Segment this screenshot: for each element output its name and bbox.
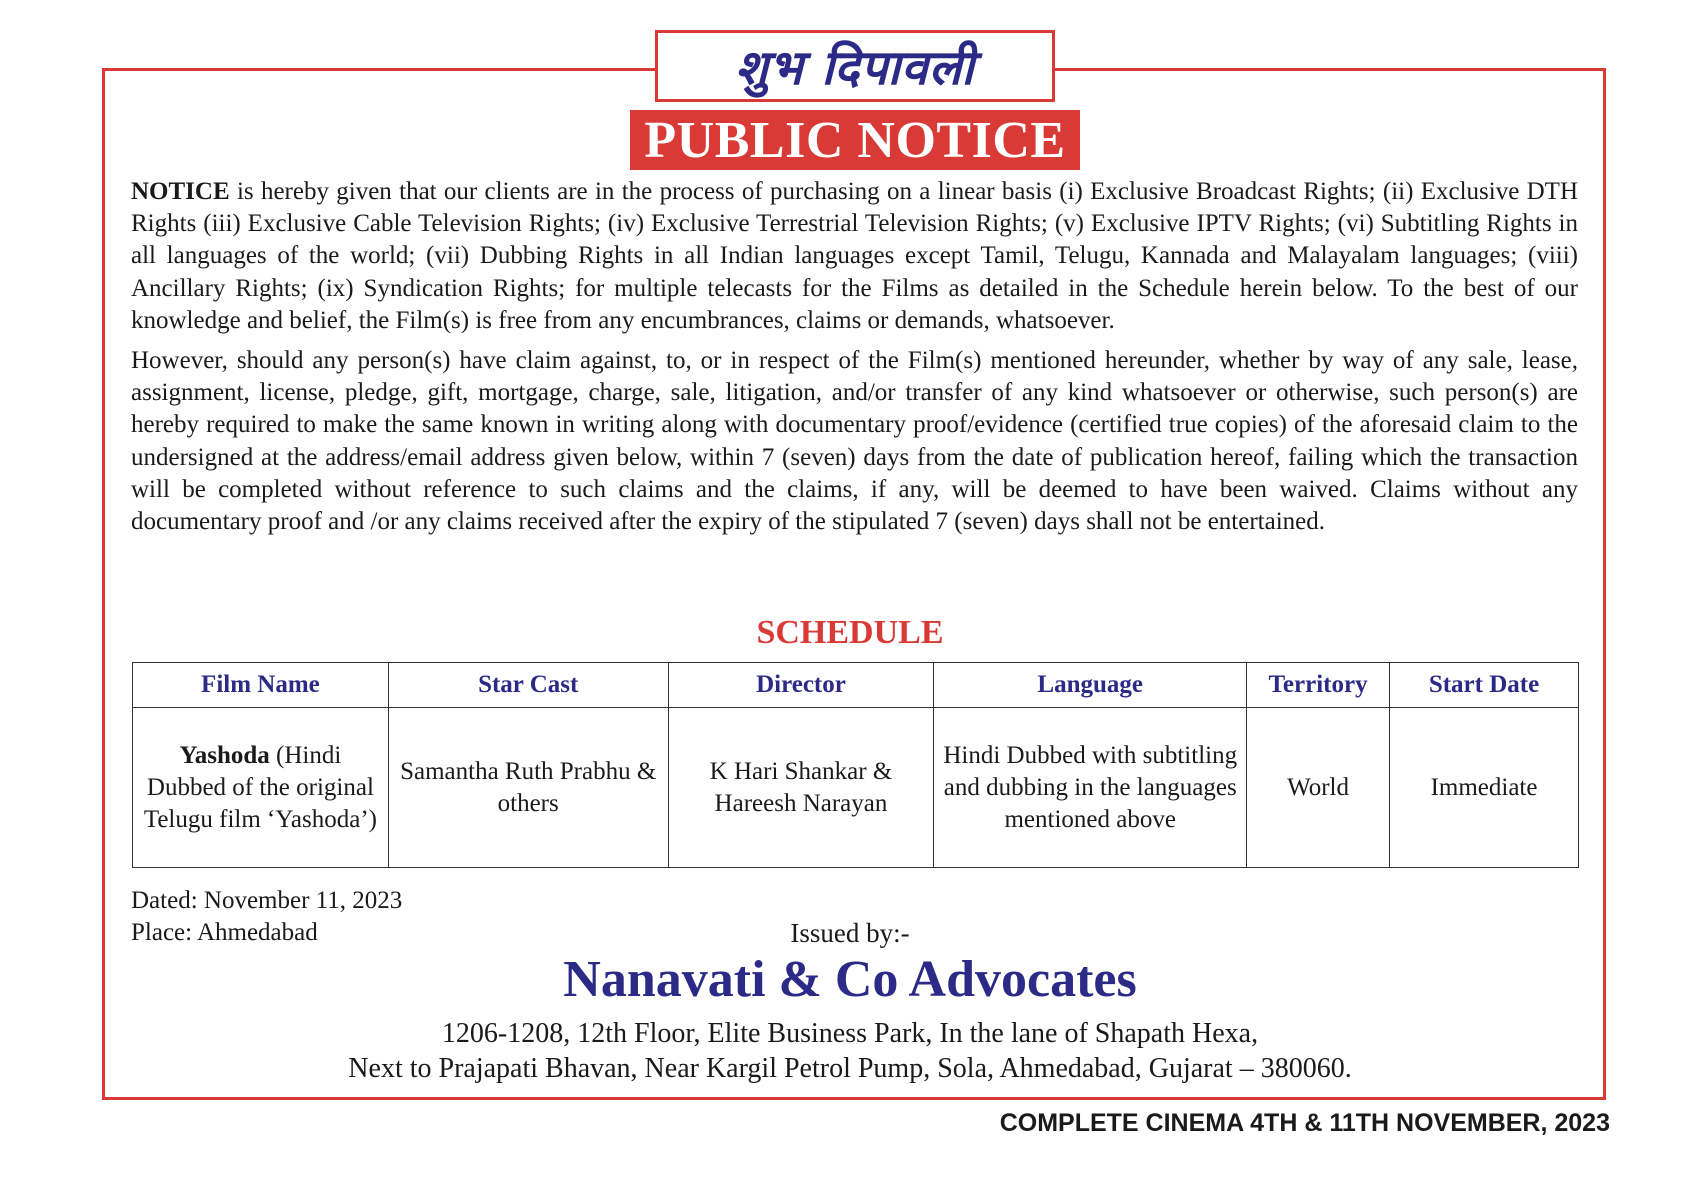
schedule-table <box>132 662 1579 868</box>
column-header: Star Cast <box>388 663 668 708</box>
director-cell: K Hari Shankar & Hareesh Narayan <box>668 708 934 868</box>
star-cast-cell: Samantha Ruth Prabhu & others <box>388 708 668 868</box>
territory-cell: World <box>1247 708 1390 868</box>
issued-by-label: Issued by:- <box>790 918 910 948</box>
place-line: Place: Ahmedabad <box>131 919 318 946</box>
notice-lead-word: NOTICE <box>131 178 230 205</box>
column-header: Territory <box>1247 663 1390 708</box>
notice-paragraph-1-text: is hereby given that our clients are in the process of purchasing on a linear basis (i) Exclusive Broadcast Rights; (ii) Exclusive DTH Rights (iii) Exclusive Cable Television Rights; (iv) Exclusive Terrestrial Television Rights; (v) Exclusive IPTV Rights; (vi) Subtitling Rights in all languages of the world; (vii) Dubbing Rights in all Indian languages except Tamil, Telugu, Kannada and Malayalam languages; (viii) Ancillary Rights; (ix) Syndication Rights; for multiple telecasts for the Films as detailed in the Schedule herein below. To the best of our knowledge and belief, the Film(s) is free from any encumbrances, claims or demands, whatsoever. <box>131 178 1578 334</box>
column-header: Film Name <box>133 663 389 708</box>
publication-footer: COMPLETE CINEMA 4TH & 11TH NOVEMBER, 2023 <box>999 1109 1610 1137</box>
address-line-2: Next to Prajapati Bhavan, Near Kargil Petrol Pump, Sola, Ahmedabad, Gujarat – 380060. <box>348 1053 1352 1084</box>
start-date-cell: Immediate <box>1390 708 1579 868</box>
column-header: Director <box>668 663 934 708</box>
schedule-title: SCHEDULE <box>756 614 944 651</box>
firm-name: Nanavati & Co Advocates <box>563 951 1137 1008</box>
language-cell: Hindi Dubbed with subtitling and dubbing in the languages mentioned above <box>934 708 1247 868</box>
table-row <box>133 708 1579 868</box>
film-title: Yashoda <box>179 741 270 769</box>
firm-address <box>0 1016 1700 1086</box>
column-header: Start Date <box>1390 663 1579 708</box>
column-header: Language <box>934 663 1247 708</box>
notice-body <box>131 176 1578 546</box>
film-description: (Hindi Dubbed of the original Telugu film ‘Yashoda’) <box>143 741 377 833</box>
diwali-greeting: शुभ दिपावली <box>655 30 1055 102</box>
notice-paragraph-2: However, should any person(s) have claim against, to, or in respect of the Film(s) mentioned hereunder, whether by way of any sale, lease, assignment, license, pledge, gift, mortgage, charge, sale, litigation, and/or transfer of any kind whatsoever or otherwise, such person(s) are hereby required to make the same known in writing along with documentary proof/evidence (certified true copies) of the aforesaid claim to the undersigned at the address/email address given below, within 7 (seven) days from the date of publication hereof, failing which the transaction will be completed without reference to such claims and the claims, if any, will be deemed to have been waived. Claims without any documentary proof and /or any claims received after the expiry of the stipulated 7 (seven) days shall not be entertained. <box>131 347 1578 536</box>
table-header-row <box>133 663 1579 708</box>
public-notice-banner: PUBLIC NOTICE <box>630 110 1080 170</box>
film-name-cell <box>133 708 389 868</box>
address-line-1: 1206-1208, 12th Floor, Elite Business Park, In the lane of Shapath Hexa, <box>441 1018 1259 1049</box>
notice-paragraph-1 <box>131 176 1578 337</box>
dated-line: Dated: November 11, 2023 <box>131 887 403 914</box>
